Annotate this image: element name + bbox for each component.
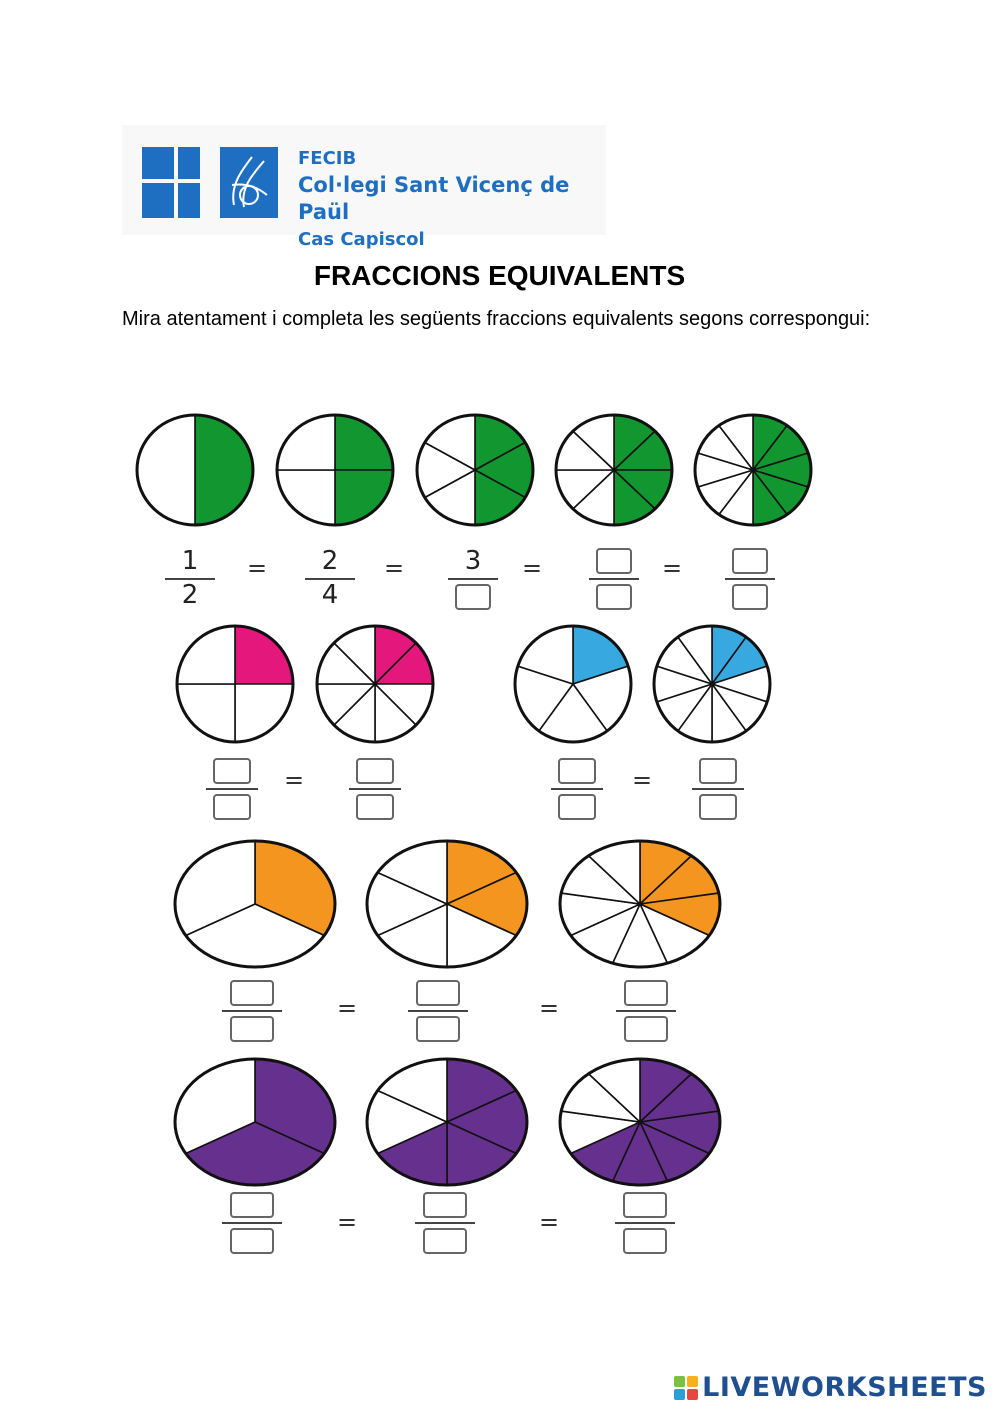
fraction-bar [448,578,498,580]
liveworksheets-icon [674,1376,698,1400]
numerator-input[interactable] [596,548,632,574]
equals-sign: = [632,766,653,794]
fraction-circle [177,626,293,742]
denominator-input[interactable] [230,1228,273,1254]
numerator-input[interactable] [624,980,667,1006]
fraction [448,548,498,612]
denominator-input[interactable] [416,1016,459,1042]
fraction-circle [137,415,253,525]
equals-sign: = [247,554,268,582]
numerator-input[interactable] [213,758,250,784]
fraction-circle [695,415,811,525]
fraction [349,758,401,822]
fraction-bar [589,578,639,580]
fraction [589,548,639,612]
numerator-input[interactable] [732,548,768,574]
fraction [222,980,282,1044]
numerator-input[interactable] [423,1192,466,1218]
equals-sign: = [522,554,543,582]
denominator-input[interactable] [732,584,768,610]
denominator-input[interactable] [213,794,250,820]
equals-sign: = [337,1208,358,1236]
fraction-bar [415,1222,475,1224]
numerator: 3 [464,546,482,576]
fraction [692,758,744,822]
equals-sign: = [662,554,683,582]
denominator: 4 [321,580,339,610]
fraction [725,548,775,612]
fraction-circle [277,415,393,525]
equals-sign: = [284,766,305,794]
fraction-circle [654,626,770,742]
fraction-circle [417,415,533,525]
denominator-input[interactable] [455,584,491,610]
fraction [222,1192,282,1256]
denominator-input[interactable] [230,1016,273,1042]
shaded-sector [195,415,253,525]
numerator-input[interactable] [623,1192,666,1218]
fraction-bar [615,1222,675,1224]
fraction-bar [616,1010,676,1012]
fraction-bar [222,1010,282,1012]
fraction [206,758,258,822]
empty-sector [137,415,195,525]
fraction-bar [206,788,258,790]
footer-brand-text: LIVEWORKSHEETS [702,1372,987,1403]
fraction [615,1192,675,1256]
fraction [165,548,215,612]
page-title: FRACCIONS EQUIVALENTS [313,260,686,291]
numerator-input[interactable] [699,758,736,784]
denominator-input[interactable] [699,794,736,820]
denominator-input[interactable] [423,1228,466,1254]
logo-line-2: Col·legi Sant Vicenç de Paül [298,173,570,224]
fraction-circle [317,626,433,742]
denominator-input[interactable] [596,584,632,610]
logo-line-1: FECIB [298,148,357,169]
fraction-bar [222,1222,282,1224]
fraction [415,1192,475,1256]
equals-sign: = [539,994,560,1022]
numerator-input[interactable] [356,758,393,784]
fraction-bar [408,1010,468,1012]
fraction-circle [175,1059,335,1185]
fraction [305,548,355,612]
fraction-bar [725,578,775,580]
fraction [616,980,676,1044]
denominator-input[interactable] [558,794,595,820]
numerator-input[interactable] [558,758,595,784]
fraction-bar [551,788,603,790]
numerator-input[interactable] [416,980,459,1006]
fraction [408,980,468,1044]
footer-brand [674,1372,987,1403]
denominator-input[interactable] [356,794,393,820]
logo-line-3: Cas Capiscol [298,229,425,250]
numerator: 1 [181,546,199,576]
fraction-bar [349,788,401,790]
numerator: 2 [321,546,339,576]
fraction-bar [692,788,744,790]
equals-sign: = [337,994,358,1022]
numerator-input[interactable] [230,980,273,1006]
fraction [551,758,603,822]
fraction-circle [367,841,527,967]
denominator-input[interactable] [623,1228,666,1254]
denominator: 2 [181,580,199,610]
fraction-circle [175,841,335,967]
fraction-circle [560,1059,720,1185]
fraction-circle [367,1059,527,1185]
fraction-circle [560,841,720,967]
fraction-circle [515,626,631,742]
denominator-input[interactable] [624,1016,667,1042]
equals-sign: = [384,554,405,582]
numerator-input[interactable] [230,1192,273,1218]
equals-sign: = [539,1208,560,1236]
fraction-circle [556,415,672,525]
instructions: Mira atentament i completa les següents fraccions equivalents segons correspongui: [122,308,871,330]
